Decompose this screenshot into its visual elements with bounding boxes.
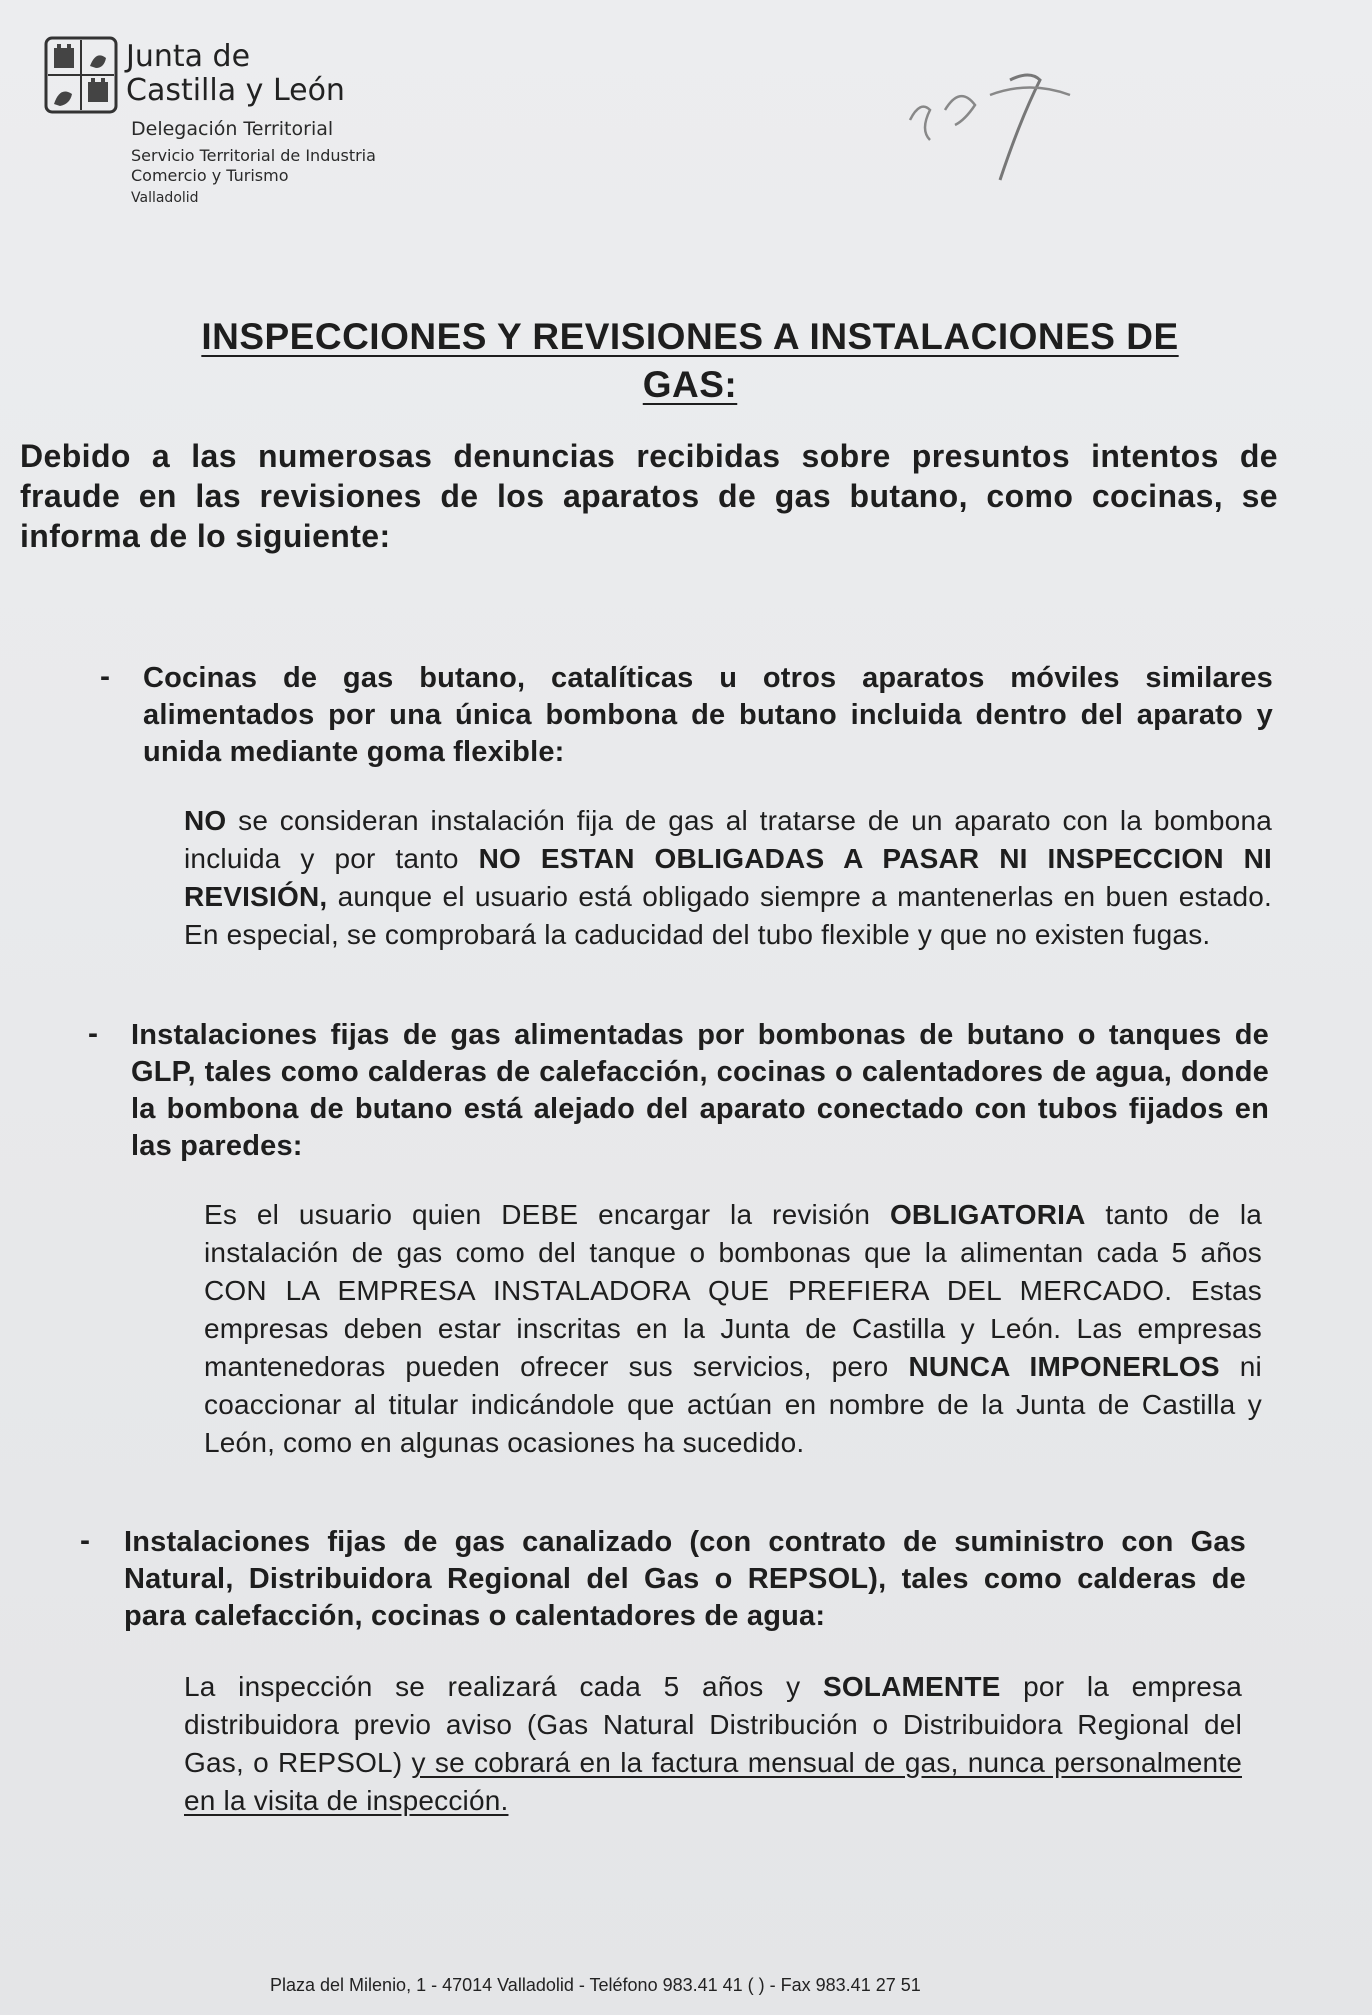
footer-address: Plaza del Milenio, 1 - 47014 Valladolid - Teléfono 983.41 41 ( ) - Fax 983.41 27 51: [270, 1975, 921, 1995]
section-3-body: [184, 1668, 1242, 1820]
org-comercio: Comercio y Turismo: [131, 166, 289, 185]
section-2-body-text-2: tanto de la instalación de gas como del tanque o bombonas que la alimentan cada 5 años CON LA EMPRESA INSTALADORA QUE PREFIERA DEL MERCADO. Estas empresas deben estar inscritas en la Junta de Castilla y León. Las empresas mantenedoras pueden ofrecer sus servicios, pero: [204, 1199, 1263, 1382]
org-name-line1: Junta de: [126, 39, 251, 74]
section-1-body-bold-1: NO: [184, 805, 227, 836]
section-1-body: [184, 802, 1272, 954]
org-ciudad: Valladolid: [131, 190, 199, 206]
section-3-body-bold-1: SOLAMENTE: [822, 1671, 1001, 1702]
org-servicio: Servicio Territorial de Industria: [131, 146, 376, 165]
coat-of-arms-logo: [44, 36, 118, 114]
section-2-heading: Instalaciones fijas de gas alimentadas por bombonas de butano o tanques de GLP, tales como calderas de calefacción, cocinas o calentadores de agua, donde la bombona de butano está alejado del aparato conectado con tubos fijados en las paredes:: [131, 1019, 1269, 1162]
section-1-body-text-1: se consideran instalación fija de gas al tratarse de un aparato con la bombona incluida y por tanto: [184, 805, 1272, 874]
title-line2: GAS:: [642, 364, 738, 405]
section-1-body-text-2: aunque el usuario está obligado siempre a mantenerlas en buen estado. En especial, se comprobará la caducidad del tubo flexible y que no existen fugas.: [184, 881, 1272, 950]
section-3-body-underlined: y se cobrará en la factura mensual de gas, nunca personalmente en la visita de inspección.: [184, 1747, 1242, 1816]
section-2-body-text-1: Es el usuario quien DEBE encargar la revisión: [204, 1199, 890, 1230]
section-2-dash: -: [88, 1017, 98, 1050]
org-name-line2: Castilla y León: [126, 73, 345, 108]
section-3-body-text-1: La inspección se realizará cada 5 años y: [184, 1671, 823, 1702]
section-1-body-bold-2: NO ESTAN OBLIGADAS A PASAR NI INSPECCION NI REVISIÓN,: [184, 843, 1273, 912]
section-2-body-bold-2: NUNCA IMPONERLOS: [908, 1351, 1220, 1382]
section-3-dash: -: [80, 1524, 90, 1557]
section-1-dash: -: [100, 660, 110, 693]
section-3-heading: Instalaciones fijas de gas canalizado (con contrato de suministro con Gas Natural, Distribuidora Regional del Gas o REPSOL), tales como calderas de para calefacción, cocinas o calentadores de agua:: [124, 1526, 1246, 1632]
section-2-body-text-3: ni coaccionar al titular indicándole que actúan en nombre de la Junta de Castilla y León, como en algunas ocasiones ha sucedido.: [204, 1351, 1262, 1458]
section-3-body-text-2: por la empresa distribuidora previo aviso (Gas Natural Distribución o Distribuidora Regional del Gas, o REPSOL): [184, 1671, 1242, 1778]
org-delegacion: Delegación Territorial: [131, 118, 334, 140]
org-name: [126, 40, 345, 108]
section-2-body: [204, 1196, 1262, 1462]
section-1-heading: Cocinas de gas butano, catalíticas u otros aparatos móviles similares alimentados por una única bombona de butano incluida dentro del aparato y unida mediante goma flexible:: [143, 662, 1273, 768]
section-2-body-bold-1: OBLIGATORIA: [889, 1199, 1086, 1230]
title-line1: INSPECCIONES Y REVISIONES A INSTALACIONES DE: [201, 316, 1179, 357]
intro-paragraph: Debido a las numerosas denuncias recibidas sobre presuntos intentos de fraude en las revisiones de los aparatos de gas butano, como cocinas, se informa de lo siguiente:: [20, 438, 1278, 554]
handwritten-signature: [890, 50, 1120, 200]
